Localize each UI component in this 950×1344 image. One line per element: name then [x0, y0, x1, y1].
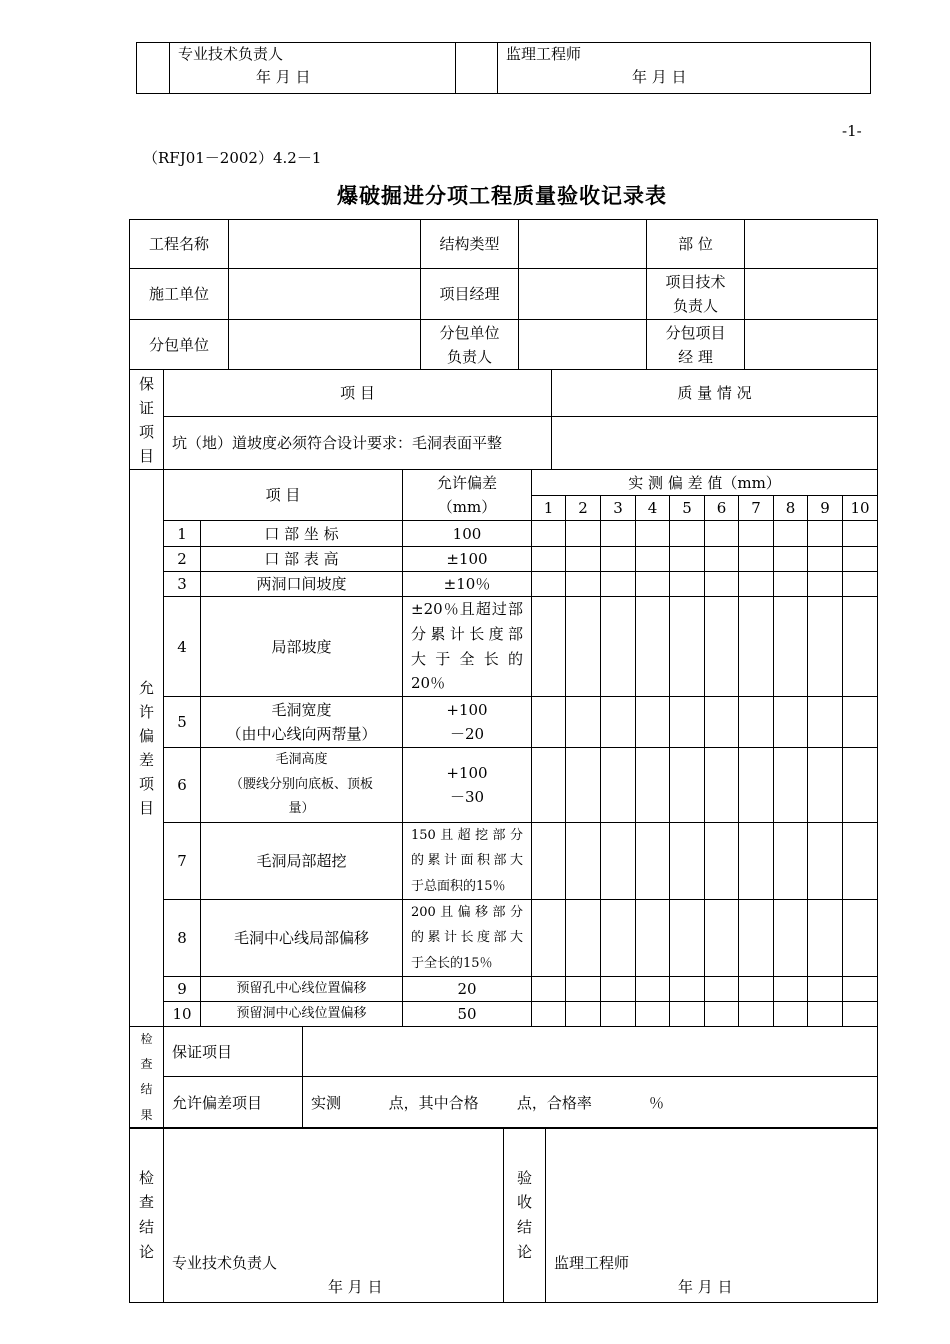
- measured-cell[interactable]: [774, 697, 808, 748]
- measured-cell[interactable]: [774, 521, 808, 547]
- top-supervisor-label: 监理工程师: [506, 45, 582, 63]
- construction-unit-label: 施工单位: [130, 269, 229, 320]
- measured-cell[interactable]: [739, 597, 774, 697]
- tolerance-side-label: [130, 470, 164, 1027]
- measured-cell[interactable]: [532, 597, 566, 697]
- sub-pm-label: [647, 320, 745, 370]
- measured-cell[interactable]: [705, 900, 739, 977]
- table-row: [130, 572, 878, 597]
- row-name-line: （由中心线向两帮量）: [226, 725, 377, 743]
- row-no: 1: [164, 521, 201, 547]
- measured-col-5: 5: [670, 496, 705, 521]
- row-name: 口 部 坐 标: [201, 521, 403, 547]
- row-name: 局部坡度: [201, 597, 403, 697]
- measured-cell[interactable]: [705, 547, 739, 572]
- sub-lead-label: [421, 320, 519, 370]
- check-tolerance-label: 允许偏差项目: [164, 1077, 303, 1128]
- measured-cell[interactable]: [566, 977, 601, 1002]
- row-name: 毛洞中心线局部偏移: [201, 900, 403, 977]
- measured-cell[interactable]: [843, 572, 878, 597]
- check-result-side-char: 检: [140, 1032, 153, 1046]
- page-number: -1-: [842, 122, 862, 140]
- check-tech-lead-date: 年 月 日: [328, 1278, 383, 1297]
- measured-col-3: 3: [601, 496, 636, 521]
- allow-header-line1: 允许偏差: [436, 474, 497, 492]
- check-conclusion-char: 检: [138, 1168, 154, 1187]
- top-blank-cell-2: [456, 43, 498, 94]
- row-allow-line: －20: [449, 725, 485, 743]
- measured-cell[interactable]: [566, 697, 601, 748]
- measured-cell[interactable]: [532, 1002, 566, 1027]
- measured-cell[interactable]: [774, 823, 808, 900]
- guarantee-side-char: 目: [138, 446, 154, 465]
- row-allow-line: +100: [446, 764, 488, 783]
- tolerance-table: [129, 469, 878, 1027]
- row-no: 10: [164, 1002, 201, 1027]
- allow-header: [403, 470, 532, 521]
- measured-cell[interactable]: [636, 900, 670, 977]
- check-result-side-char: 果: [140, 1107, 153, 1122]
- measured-cell[interactable]: [566, 521, 601, 547]
- measured-cell[interactable]: [808, 1002, 843, 1027]
- check-guarantee-value[interactable]: [303, 1027, 878, 1077]
- measured-cell[interactable]: [670, 900, 705, 977]
- guarantee-item-text: 坑（地）道坡度必须符合设计要求：毛洞表面平整: [164, 417, 552, 470]
- measured-cell[interactable]: [808, 823, 843, 900]
- top-supervisor-cell: [498, 43, 871, 94]
- sub-pm-value[interactable]: [745, 320, 878, 370]
- measured-col-2: 2: [566, 496, 601, 521]
- measured-cell[interactable]: [636, 597, 670, 697]
- measured-cell[interactable]: [843, 521, 878, 547]
- measured-cell[interactable]: [705, 597, 739, 697]
- measured-cell[interactable]: [566, 597, 601, 697]
- row-allow: [403, 748, 532, 823]
- measured-cell[interactable]: [601, 572, 636, 597]
- tolerance-side-char: 差: [138, 751, 154, 770]
- measured-cell[interactable]: [705, 977, 739, 1002]
- measured-cell[interactable]: [532, 572, 566, 597]
- tolerance-side-char: 目: [138, 799, 154, 818]
- measured-cell[interactable]: [601, 900, 636, 977]
- accept-supervisor-date: 年 月 日: [678, 1278, 733, 1297]
- measured-cell[interactable]: [774, 597, 808, 697]
- measured-cell[interactable]: [601, 748, 636, 823]
- table-row: [130, 900, 878, 977]
- measured-cell[interactable]: [670, 572, 705, 597]
- measured-cell[interactable]: [808, 597, 843, 697]
- part-label: 部 位: [647, 220, 745, 269]
- row-allow: [403, 900, 532, 977]
- row-name-line: 量）: [288, 801, 315, 817]
- accept-conclusion-char: 结: [516, 1218, 532, 1236]
- measured-cell[interactable]: [532, 521, 566, 547]
- measured-cell[interactable]: [636, 547, 670, 572]
- table-row: [130, 697, 878, 748]
- tech-lead-value[interactable]: [745, 269, 878, 320]
- table-row: [130, 977, 878, 1002]
- row-allow: 20: [403, 977, 532, 1002]
- measured-cell[interactable]: [601, 521, 636, 547]
- guarantee-item-header: 项 目: [164, 370, 552, 417]
- measured-cell[interactable]: [774, 572, 808, 597]
- measured-col-6: 6: [705, 496, 739, 521]
- measured-cell[interactable]: [532, 697, 566, 748]
- measured-cell[interactable]: [532, 547, 566, 572]
- measured-cell[interactable]: [601, 597, 636, 697]
- measured-cell[interactable]: [808, 900, 843, 977]
- row-allow-line: 的累计长度部大: [411, 930, 523, 946]
- measured-cell[interactable]: [705, 521, 739, 547]
- row-allow: [403, 597, 532, 697]
- row-name: 预留洞中心线位置偏移: [201, 1002, 403, 1027]
- measured-cell[interactable]: [843, 748, 878, 823]
- table-row: [130, 597, 878, 697]
- top-signature-table: [136, 42, 871, 94]
- measured-cell[interactable]: [566, 547, 601, 572]
- measured-cell[interactable]: [705, 748, 739, 823]
- guarantee-side-char: 项: [138, 422, 154, 441]
- check-guarantee-label: 保证项目: [164, 1027, 303, 1077]
- measured-cell[interactable]: [739, 547, 774, 572]
- check-conclusion-cell[interactable]: [164, 1128, 504, 1303]
- measured-cell[interactable]: [670, 521, 705, 547]
- measured-cell[interactable]: [566, 572, 601, 597]
- measured-cell[interactable]: [601, 1002, 636, 1027]
- measured-col-8: 8: [774, 496, 808, 521]
- measured-cell[interactable]: [636, 1002, 670, 1027]
- measured-cell[interactable]: [843, 697, 878, 748]
- measured-cell[interactable]: [670, 547, 705, 572]
- row-allow-line: 分累计长度部: [411, 624, 523, 643]
- measured-cell[interactable]: [739, 572, 774, 597]
- accept-conclusion-char: 论: [516, 1242, 532, 1261]
- measured-cell[interactable]: [808, 572, 843, 597]
- measured-cell[interactable]: [636, 572, 670, 597]
- row-name: [201, 748, 403, 823]
- measured-header: 实 测 偏 差 值（mm）: [532, 470, 878, 496]
- sub-lead-value[interactable]: [519, 320, 647, 370]
- measured-cell[interactable]: [808, 977, 843, 1002]
- tech-lead-label-line1: 项目技术: [665, 273, 726, 291]
- measured-cell[interactable]: [774, 977, 808, 1002]
- measured-col-7: 7: [739, 496, 774, 521]
- measured-cell[interactable]: [843, 547, 878, 572]
- measured-cell[interactable]: [774, 900, 808, 977]
- accept-supervisor-label: 监理工程师: [554, 1253, 630, 1272]
- measured-cell[interactable]: [843, 597, 878, 697]
- measured-cell[interactable]: [636, 748, 670, 823]
- measured-cell[interactable]: [739, 1002, 774, 1027]
- measured-cell[interactable]: [739, 900, 774, 977]
- measured-cell[interactable]: [774, 547, 808, 572]
- measured-cell[interactable]: [670, 823, 705, 900]
- row-allow: [403, 823, 532, 900]
- accept-conclusion-char: 收: [516, 1193, 532, 1212]
- measured-cell[interactable]: [774, 1002, 808, 1027]
- row-allow-line: 于总面积的15％: [411, 878, 506, 894]
- row-no: 9: [164, 977, 201, 1002]
- tolerance-side-char: 偏: [138, 727, 154, 746]
- measured-cell[interactable]: [670, 697, 705, 748]
- guarantee-table: [129, 369, 878, 470]
- top-blank-cell: [137, 43, 170, 94]
- tolerance-side-char: 允: [138, 679, 154, 698]
- measured-cell[interactable]: [808, 521, 843, 547]
- measured-cell[interactable]: [601, 547, 636, 572]
- measured-cell[interactable]: [636, 823, 670, 900]
- form-title: 爆破掘进分项工程质量验收记录表: [337, 183, 667, 208]
- accept-conclusion-char: 验: [516, 1168, 532, 1187]
- row-allow-line: 于全长的15％: [411, 955, 493, 971]
- sub-lead-label-line1: 分包单位: [439, 323, 500, 342]
- row-name: 预留孔中心线位置偏移: [201, 977, 403, 1002]
- subcontract-unit-value[interactable]: [229, 320, 421, 370]
- row-name-line: 毛洞宽度: [271, 701, 332, 719]
- measured-cell[interactable]: [705, 697, 739, 748]
- row-allow: 50: [403, 1002, 532, 1027]
- table-row: [130, 823, 878, 900]
- row-no: 8: [164, 900, 201, 977]
- row-allow: ±100: [403, 547, 532, 572]
- measured-cell[interactable]: [843, 900, 878, 977]
- measured-cell[interactable]: [532, 823, 566, 900]
- measured-cell[interactable]: [566, 1002, 601, 1027]
- row-name: 毛洞局部超挖: [201, 823, 403, 900]
- construction-unit-value[interactable]: [229, 269, 421, 320]
- measured-cell[interactable]: [843, 977, 878, 1002]
- conclusion-table: [129, 1127, 878, 1303]
- measured-cell[interactable]: [808, 748, 843, 823]
- tolerance-item-header: 项 目: [164, 470, 403, 521]
- project-manager-value[interactable]: [519, 269, 647, 320]
- table-row: [130, 547, 878, 572]
- row-allow-line: －30: [449, 788, 485, 807]
- measured-cell[interactable]: [532, 748, 566, 823]
- check-conclusion-char: 结: [138, 1218, 154, 1236]
- row-name: 口 部 表 高: [201, 547, 403, 572]
- row-name: 两洞口间坡度: [201, 572, 403, 597]
- row-allow-line: 150且超挖部分: [411, 828, 523, 844]
- measured-col-4: 4: [636, 496, 670, 521]
- measured-cell[interactable]: [532, 977, 566, 1002]
- measured-cell[interactable]: [636, 521, 670, 547]
- row-no: 2: [164, 547, 201, 572]
- row-name-line: （腰线分别向底板、顶板: [229, 776, 373, 792]
- measured-cell[interactable]: [601, 977, 636, 1002]
- sub-lead-label-line2: 负责人: [446, 347, 492, 366]
- row-no: 4: [164, 597, 201, 697]
- row-allow: [403, 697, 532, 748]
- measured-cell[interactable]: [636, 697, 670, 748]
- measured-cell[interactable]: [670, 597, 705, 697]
- row-allow-line: ±20％且超过部: [411, 600, 523, 618]
- row-no: 6: [164, 748, 201, 823]
- measured-cell[interactable]: [739, 521, 774, 547]
- guarantee-side-char: 保: [138, 374, 154, 393]
- check-result-side-label: [130, 1027, 164, 1129]
- measured-cell[interactable]: [705, 572, 739, 597]
- measured-cell[interactable]: [739, 697, 774, 748]
- row-allow-line: 20％: [411, 674, 446, 693]
- header-info-table: [129, 219, 878, 370]
- measured-cell[interactable]: [601, 697, 636, 748]
- measured-cell[interactable]: [636, 977, 670, 1002]
- measured-col-10: 10: [843, 496, 878, 521]
- row-allow-line: 大 于 全 长 的: [411, 649, 523, 668]
- measured-cell[interactable]: [670, 977, 705, 1002]
- check-conclusion-char: 论: [138, 1242, 154, 1261]
- project-name-label: 工程名称: [130, 220, 229, 269]
- row-allow: ±10％: [403, 572, 532, 597]
- measured-cell[interactable]: [566, 748, 601, 823]
- measured-cell[interactable]: [705, 1002, 739, 1027]
- structure-type-value[interactable]: [519, 220, 647, 269]
- accept-conclusion-side: [504, 1128, 546, 1303]
- measured-cell[interactable]: [843, 823, 878, 900]
- subcontract-unit-label: 分包单位: [130, 320, 229, 370]
- sub-pm-label-line2: 经 理: [678, 347, 713, 366]
- row-name: [201, 697, 403, 748]
- measured-cell[interactable]: [739, 977, 774, 1002]
- table-row: [130, 1002, 878, 1027]
- measured-cell[interactable]: [566, 900, 601, 977]
- row-allow-line: +100: [446, 701, 488, 719]
- tech-lead-label: [647, 269, 745, 320]
- row-allow: 100: [403, 521, 532, 547]
- top-tech-lead-cell: [170, 43, 456, 94]
- measured-cell[interactable]: [670, 748, 705, 823]
- project-manager-label: 项目经理: [421, 269, 519, 320]
- part-value[interactable]: [745, 220, 878, 269]
- guarantee-quality-value[interactable]: [552, 417, 878, 470]
- measured-cell[interactable]: [601, 823, 636, 900]
- tech-lead-label-line2: 负责人: [672, 297, 718, 315]
- row-no: 7: [164, 823, 201, 900]
- check-measured-text: 实测 点，其中合格 点，合格率 ％: [303, 1077, 878, 1128]
- row-no: 3: [164, 572, 201, 597]
- sub-pm-label-line1: 分包项目: [665, 323, 726, 342]
- allow-header-line2: （mm）: [437, 498, 497, 516]
- form-code: （RFJ01－2002）4.2－1: [143, 149, 322, 167]
- top-tech-lead-label: 专业技术负责人: [178, 45, 284, 63]
- measured-cell[interactable]: [774, 748, 808, 823]
- row-name-line: 毛洞高度: [275, 752, 328, 767]
- guarantee-side-char: 证: [138, 398, 154, 417]
- row-allow-line: 的累计面积部大: [411, 853, 523, 869]
- measured-col-1: 1: [532, 496, 566, 521]
- tolerance-side-char: 项: [138, 775, 154, 794]
- check-result-side-char: 结: [140, 1082, 153, 1097]
- guarantee-side-label: [130, 370, 164, 470]
- measured-cell[interactable]: [532, 900, 566, 977]
- measured-cell[interactable]: [808, 547, 843, 572]
- top-tech-lead-date: 年 月 日: [256, 68, 311, 87]
- top-supervisor-date: 年 月 日: [632, 68, 687, 87]
- structure-type-label: 结构类型: [421, 220, 519, 269]
- measured-cell[interactable]: [739, 823, 774, 900]
- check-result-side-char: 查: [140, 1057, 153, 1072]
- row-allow-line: 200且偏移部分: [411, 905, 523, 921]
- measured-cell[interactable]: [705, 823, 739, 900]
- check-tech-lead-label: 专业技术负责人: [172, 1253, 278, 1272]
- measured-cell[interactable]: [843, 1002, 878, 1027]
- measured-cell[interactable]: [739, 748, 774, 823]
- measured-col-9: 9: [808, 496, 843, 521]
- check-result-table: [129, 1026, 878, 1129]
- row-no: 5: [164, 697, 201, 748]
- check-conclusion-char: 查: [138, 1193, 154, 1212]
- table-row: [130, 521, 878, 547]
- accept-conclusion-cell[interactable]: [546, 1128, 878, 1303]
- tolerance-side-char: 许: [138, 703, 154, 722]
- measured-cell[interactable]: [670, 1002, 705, 1027]
- guarantee-quality-header: 质 量 情 况: [552, 370, 878, 417]
- measured-cell[interactable]: [566, 823, 601, 900]
- measured-cell[interactable]: [808, 697, 843, 748]
- table-row: [130, 748, 878, 823]
- project-name-value[interactable]: [229, 220, 421, 269]
- check-conclusion-side: [130, 1128, 164, 1303]
